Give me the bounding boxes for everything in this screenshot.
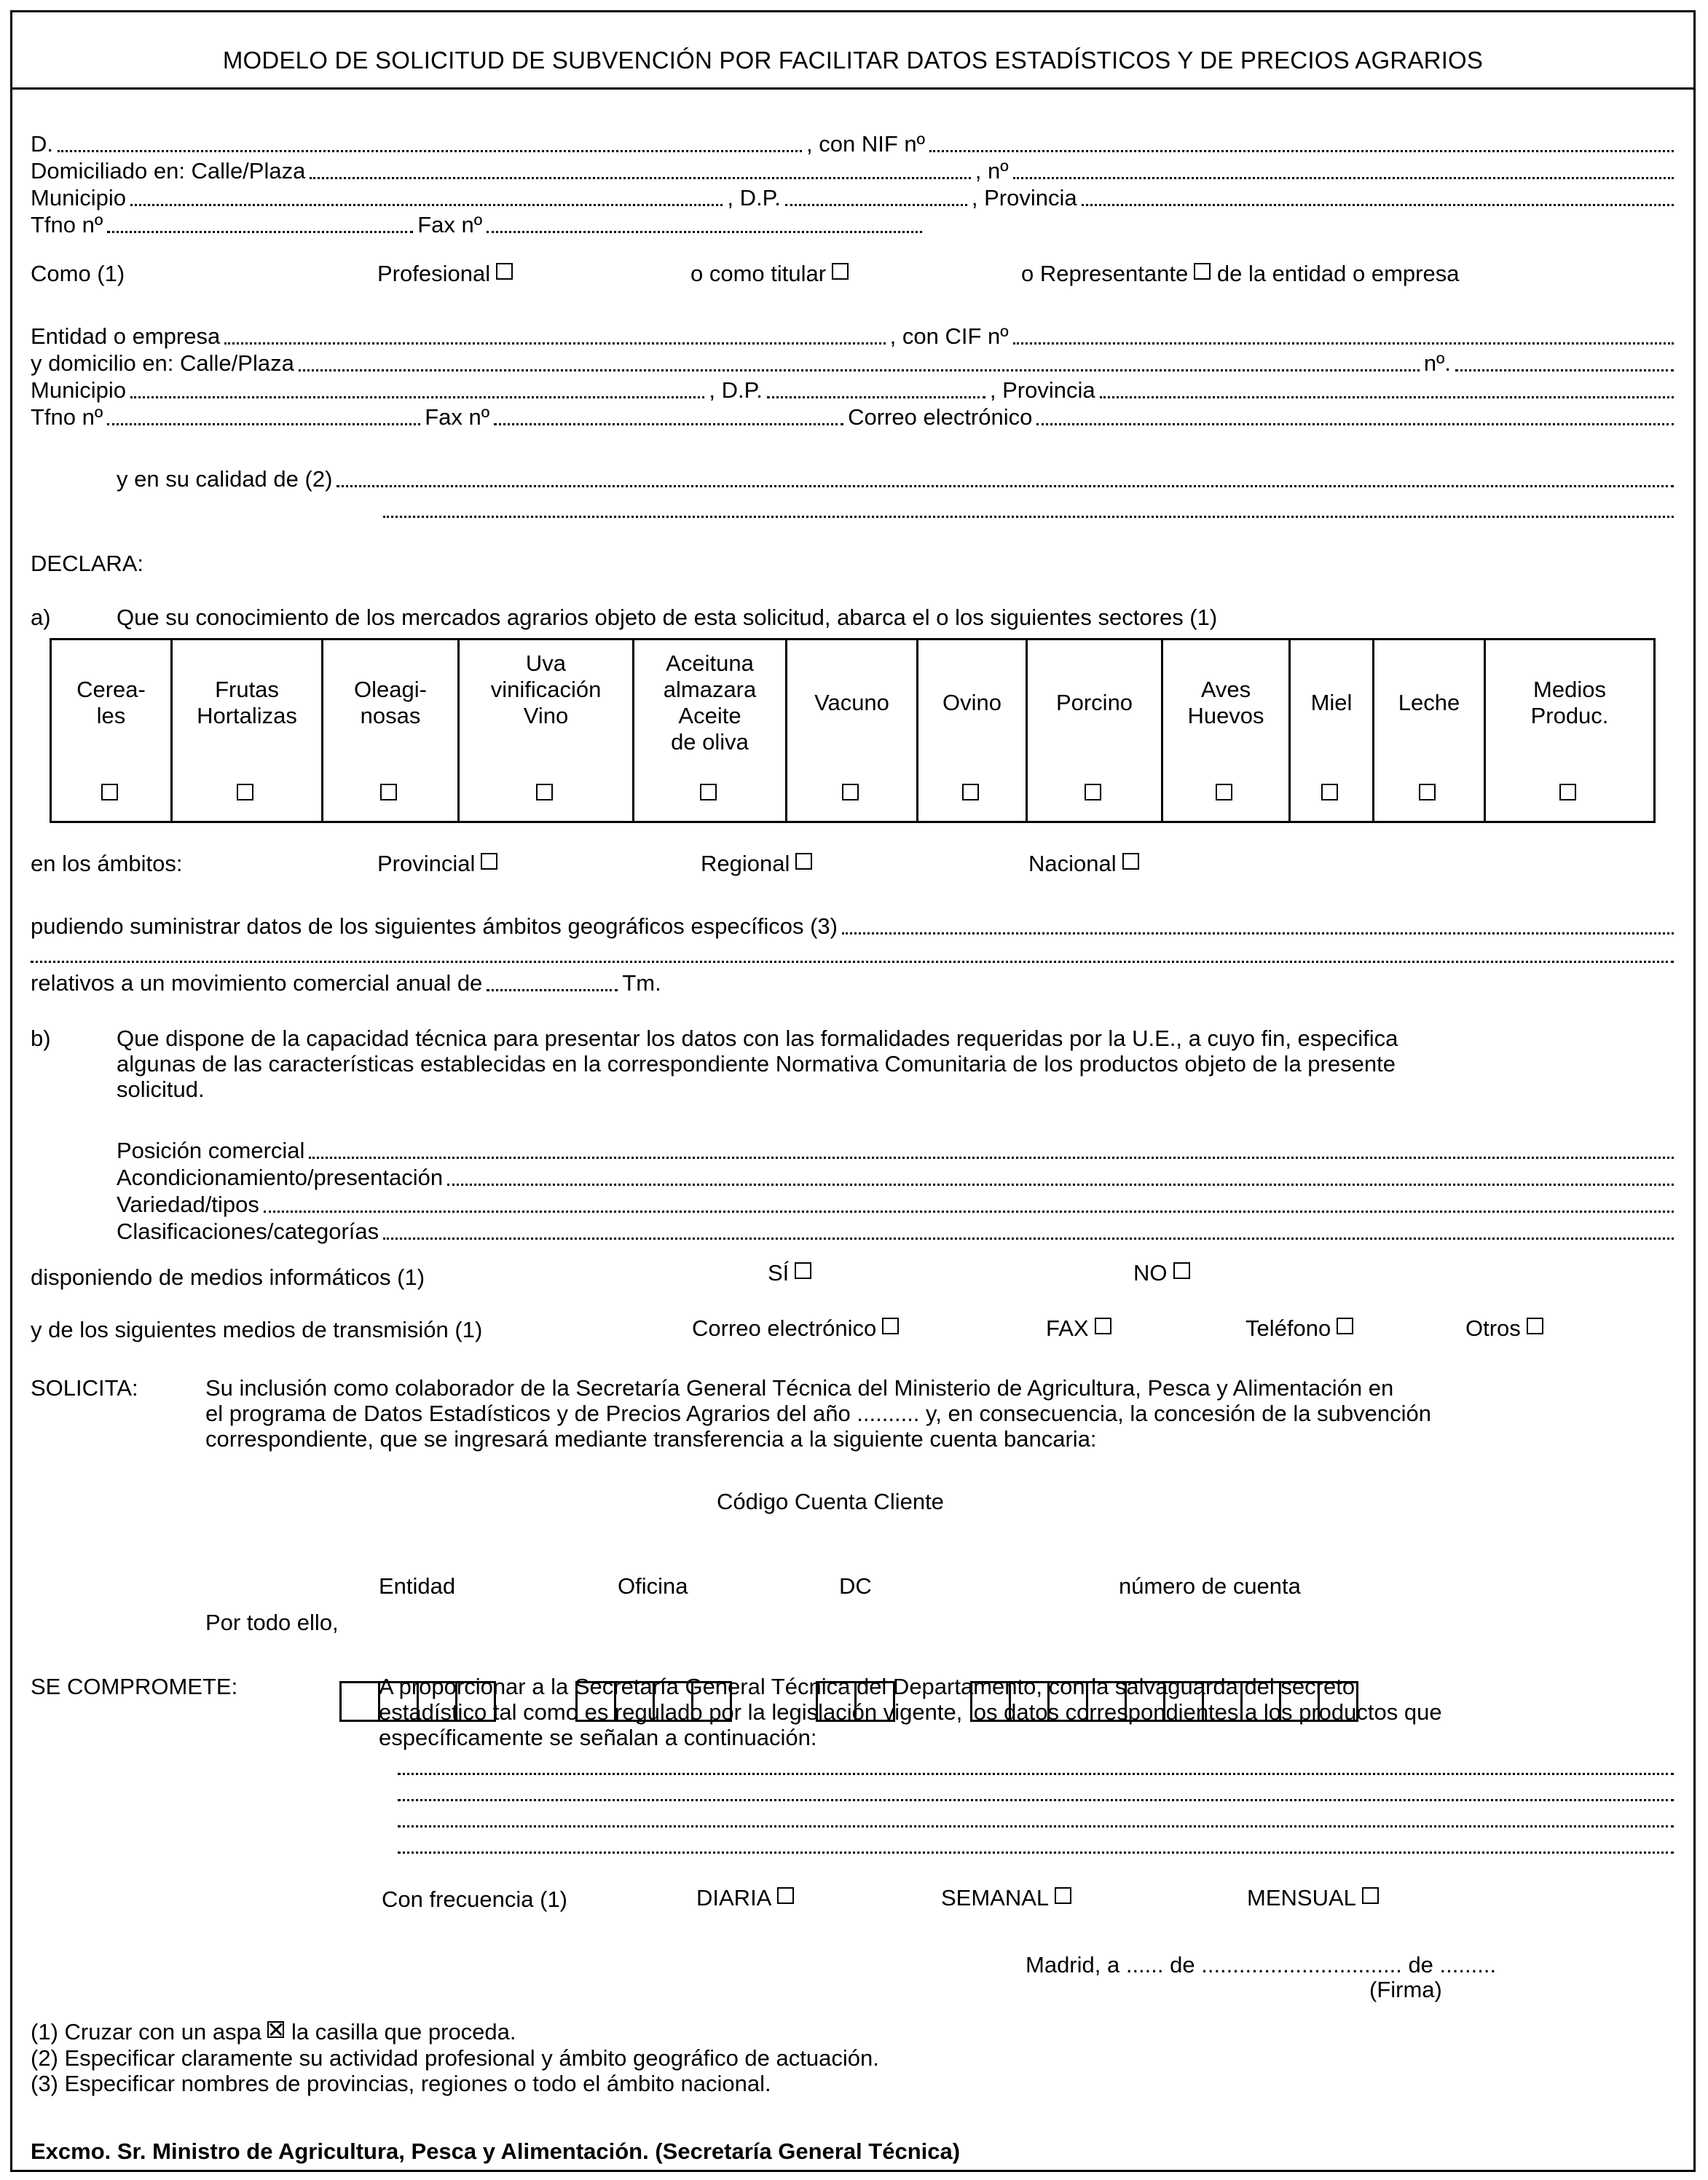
sector-cell — [1485, 640, 1655, 822]
checkbox-telefono[interactable] — [1337, 1318, 1353, 1334]
sector-label-line: de oliva — [671, 729, 749, 755]
sector-label-line: Medios — [1533, 677, 1606, 702]
solicita-line2: el programa de Datos Estadísticos y de Precios Agrarios del año .......... y, en consecuencia, la concesión de la subvención — [205, 1401, 1431, 1426]
field-tfno[interactable] — [107, 231, 413, 233]
option-no — [1133, 1260, 1190, 1286]
row-name — [31, 131, 1678, 157]
field-entity-tfno[interactable] — [107, 423, 420, 425]
sector-checkbox[interactable] — [700, 784, 717, 800]
section-a-letter: a) — [31, 605, 51, 630]
option-provincial — [377, 851, 497, 877]
sector-label-line: Ovino — [942, 690, 1001, 715]
label-movimiento: relativos a un movimiento comercial anual de — [31, 970, 483, 996]
fecha-lugar[interactable]: Madrid, a ...... de ................................ de ......... — [1026, 1952, 1497, 1978]
por-todo-ello: Por todo ello, — [205, 1610, 339, 1635]
option-semanal — [941, 1885, 1071, 1911]
section-b-line2: algunas de las características establecidas en la correspondiente Normativa Comunitaria de los productos objeto de la presente — [117, 1051, 1396, 1077]
row-geo-2 — [31, 942, 1678, 968]
row-productos-1 — [398, 1754, 1678, 1780]
field-entity-provincia[interactable] — [1100, 396, 1674, 398]
sector-label-line: Vino — [523, 703, 569, 728]
sector-label — [634, 650, 785, 755]
option-si — [768, 1260, 811, 1286]
sector-label-line: Aceite — [678, 703, 741, 728]
frecuencia-label: Con frecuencia (1) — [382, 1886, 568, 1912]
field-acond[interactable] — [447, 1184, 1674, 1186]
label-si: SÍ — [768, 1260, 790, 1286]
label-regional: Regional — [701, 851, 790, 876]
sector-label-line: Frutas — [215, 677, 279, 702]
checkbox-fax[interactable] — [1095, 1318, 1111, 1334]
checkbox-representante[interactable] — [1194, 263, 1211, 280]
field-dp[interactable] — [785, 204, 967, 206]
checkbox-no[interactable] — [1173, 1262, 1190, 1279]
label-fax: Fax nº — [417, 212, 483, 237]
label-entity-numero: nº. — [1423, 350, 1451, 376]
field-entity-email[interactable] — [1036, 423, 1674, 425]
sector-cell — [1290, 640, 1374, 822]
checkbox-titular[interactable] — [832, 263, 849, 280]
option-regional — [701, 851, 812, 877]
label-entidad-suffix: de la entidad o empresa — [1216, 261, 1460, 286]
label-dp: , D.P. — [727, 185, 781, 210]
checkbox-provincial[interactable] — [481, 853, 497, 870]
sector-label-line: Uva — [525, 650, 567, 676]
checkbox-profesional[interactable] — [496, 263, 513, 280]
label-acond: Acondicionamiento/presentación — [117, 1165, 444, 1190]
field-entity-dp[interactable] — [767, 396, 985, 398]
field-entity-fax[interactable] — [494, 423, 843, 425]
section-b-line1: Que dispone de la capacidad técnica para presentar los datos con las formalidades requeridas por la U.E., a cuyo fin, especifica — [117, 1026, 1398, 1051]
label-no: NO — [1133, 1260, 1168, 1286]
solicita-label: SOLICITA: — [31, 1375, 138, 1401]
option-otros — [1465, 1315, 1543, 1342]
label-d: D. — [31, 131, 53, 157]
sector-checkbox[interactable] — [1216, 784, 1232, 800]
sector-checkbox[interactable] — [1085, 784, 1101, 800]
label-nif: , con NIF nº — [806, 131, 925, 157]
sector-checkbox[interactable] — [1559, 784, 1576, 800]
solicita-line3: correspondiente, que se ingresará mediante transferencia a la siguiente cuenta bancaria: — [205, 1426, 1097, 1452]
checkbox-diaria[interactable] — [777, 1887, 794, 1904]
note-1-pre: (1) Cruzar con un aspa — [31, 2019, 262, 2045]
label-entity-fax: Fax nº — [425, 404, 490, 430]
sector-checkbox[interactable] — [380, 784, 397, 800]
field-provincia[interactable] — [1082, 204, 1674, 206]
label-telefono: Teléfono — [1245, 1315, 1331, 1341]
label-diaria: DIARIA — [696, 1885, 772, 1911]
sector-label — [1486, 677, 1653, 729]
note-1-post: la casilla que proceda. — [291, 2019, 516, 2045]
label-entity-provincia: , Provincia — [989, 377, 1095, 403]
sector-cell — [1027, 640, 1162, 822]
field-productos-2[interactable] — [398, 1799, 1674, 1801]
sector-label-line: Porcino — [1055, 690, 1133, 715]
sector-label — [918, 690, 1026, 716]
sector-table — [50, 638, 1656, 823]
option-representante — [1021, 261, 1459, 287]
row-municipio — [31, 185, 1678, 211]
compromete-line2: estadístico tal como es regulado por la legislación vigente, los datos correspondientes a los productos que — [379, 1699, 1442, 1725]
checkbox-otros[interactable] — [1527, 1318, 1543, 1334]
title-rule — [10, 87, 1696, 90]
field-calidad[interactable] — [337, 485, 1674, 487]
form-title: MODELO DE SOLICITUD DE SUBVENCIÓN POR FACILITAR DATOS ESTADÍSTICOS Y DE PRECIOS AGRARIOS — [222, 47, 1484, 74]
option-telefono — [1245, 1315, 1353, 1342]
option-mensual — [1247, 1885, 1379, 1911]
label-titular: o como titular — [690, 261, 827, 286]
label-variedad: Variedad/tipos — [117, 1192, 259, 1217]
checkbox-correo[interactable] — [882, 1318, 899, 1334]
sector-cell — [918, 640, 1027, 822]
field-variedad[interactable] — [264, 1211, 1674, 1213]
field-name[interactable] — [58, 150, 802, 152]
label-numero: , nº — [975, 158, 1009, 184]
sector-cell — [459, 640, 634, 822]
checkbox-si[interactable] — [795, 1262, 811, 1279]
field-calidad-continued[interactable] — [383, 516, 1674, 518]
field-numero[interactable] — [1013, 177, 1674, 179]
sector-label-line: Miel — [1310, 690, 1353, 715]
note-2: (2) Especificar claramente su actividad profesional y ámbito geográfico de actuación. — [31, 2045, 879, 2071]
sector-label — [1163, 677, 1288, 729]
row-geo — [31, 913, 1678, 940]
row-entity-domicilio — [31, 350, 1678, 377]
sector-checkbox[interactable] — [237, 784, 253, 800]
checkbox-nacional[interactable] — [1122, 853, 1139, 870]
sector-label — [52, 677, 170, 729]
crossed-checkbox-icon — [267, 2021, 284, 2038]
field-productos-4[interactable] — [398, 1852, 1674, 1854]
sector-cell — [323, 640, 459, 822]
field-entity-calle[interactable] — [299, 369, 1420, 371]
sector-label-line: Leche — [1398, 690, 1460, 715]
label-municipio: Municipio — [31, 185, 126, 210]
field-geo-continued[interactable] — [31, 961, 1674, 963]
compromete-label: SE COMPROMETE: — [31, 1674, 238, 1699]
label-semanal: SEMANAL — [941, 1885, 1050, 1911]
row-acond — [117, 1165, 1678, 1191]
como-label: Como (1) — [31, 261, 125, 286]
label-fax-option: FAX — [1046, 1315, 1089, 1341]
label-entity-domicilio: y domicilio en: Calle/Plaza — [31, 350, 294, 376]
sector-label-line: Vacuno — [814, 690, 889, 715]
sector-label — [173, 677, 321, 729]
sector-label-line: Cerea- — [76, 677, 146, 702]
row-productos-3 — [398, 1806, 1678, 1833]
medios-label: disponiendo de medios informáticos (1) — [31, 1264, 425, 1290]
option-correo — [692, 1315, 899, 1342]
field-fax[interactable] — [487, 231, 922, 233]
sector-cell — [172, 640, 323, 822]
field-posicion[interactable] — [309, 1157, 1674, 1159]
label-entity-dp: , D.P. — [709, 377, 763, 403]
option-nacional — [1028, 851, 1139, 877]
ccc-title: Código Cuenta Cliente — [717, 1489, 944, 1514]
field-municipio[interactable] — [130, 204, 723, 206]
label-geo: pudiendo suministrar datos de los siguientes ámbitos geográficos específicos (3) — [31, 913, 838, 939]
row-posicion — [117, 1138, 1678, 1164]
row-variedad — [117, 1192, 1678, 1218]
sector-label-line: les — [96, 703, 126, 728]
note-1 — [31, 2019, 516, 2045]
sector-checkbox[interactable] — [536, 784, 553, 800]
field-productos-3[interactable] — [398, 1825, 1674, 1827]
row-entidad — [31, 323, 1678, 350]
row-productos-2 — [398, 1780, 1678, 1806]
label-nacional: Nacional — [1028, 851, 1117, 876]
sector-checkbox[interactable] — [1321, 784, 1338, 800]
label-clasif: Clasificaciones/categorías — [117, 1219, 379, 1244]
sector-checkbox[interactable] — [1419, 784, 1436, 800]
sector-label-line: vinificación — [490, 677, 602, 702]
checkbox-semanal[interactable] — [1055, 1887, 1071, 1904]
ccc-cell[interactable] — [339, 1681, 380, 1722]
option-fax — [1046, 1315, 1111, 1342]
field-calle[interactable] — [310, 177, 970, 179]
row-entity-municipio — [31, 377, 1678, 404]
row-calidad-2 — [379, 497, 1678, 523]
row-entity-tfno — [31, 404, 1678, 430]
label-representante: o Representante — [1021, 261, 1189, 286]
field-productos-1[interactable] — [398, 1773, 1674, 1775]
transmision-label: y de los siguientes medios de transmisión (1) — [31, 1317, 483, 1342]
sector-label — [787, 690, 916, 716]
field-entity-numero[interactable] — [1455, 369, 1674, 371]
label-cif: , con CIF nº — [889, 323, 1009, 349]
ccc-label-oficina: Oficina — [618, 1573, 688, 1599]
label-mensual: MENSUAL — [1247, 1885, 1356, 1911]
label-entidad: Entidad o empresa — [31, 323, 221, 349]
label-domicilio: Domiciliado en: Calle/Plaza — [31, 158, 306, 184]
sector-label-line: almazara — [663, 677, 757, 702]
sector-row — [51, 640, 1655, 822]
sector-label-line: Aceituna — [666, 650, 754, 676]
label-entity-tfno: Tfno nº — [31, 404, 103, 430]
field-cif[interactable] — [1013, 342, 1674, 345]
label-entity-email: Correo electrónico — [848, 404, 1033, 430]
sector-checkbox[interactable] — [101, 784, 118, 800]
compromete-line1: A proporcionar a la Secretaría General Técnica del Departamento, con la salvaguarda del secreto — [379, 1674, 1355, 1699]
sector-cell — [1374, 640, 1485, 822]
compromete-line3: específicamente se señalan a continuación: — [379, 1725, 817, 1750]
checkbox-mensual[interactable] — [1362, 1887, 1379, 1904]
option-profesional — [377, 261, 513, 287]
sector-label-line: Hortalizas — [197, 703, 297, 728]
label-provincia: , Provincia — [971, 185, 1077, 210]
option-diaria — [696, 1885, 794, 1911]
row-calidad — [117, 466, 1678, 492]
sector-cell — [634, 640, 787, 822]
sector-cell — [787, 640, 918, 822]
sector-label — [1028, 690, 1161, 716]
label-posicion: Posición comercial — [117, 1138, 305, 1163]
sector-label — [460, 650, 632, 729]
addressee: Excmo. Sr. Ministro de Agricultura, Pesca y Alimentación. (Secretaría General Técnica) — [31, 2138, 961, 2164]
label-tm: Tm. — [622, 970, 661, 996]
row-domicilio — [31, 158, 1678, 184]
firma-label: (Firma) — [1369, 1977, 1442, 2002]
field-geo[interactable] — [842, 932, 1674, 934]
sector-label-line: Produc. — [1530, 703, 1609, 728]
field-entidad[interactable] — [224, 342, 885, 345]
sector-label-line: nosas — [360, 703, 421, 728]
label-provincial: Provincial — [377, 851, 476, 876]
field-movimiento[interactable] — [487, 989, 618, 991]
sector-label — [1374, 690, 1484, 716]
ccc-label-entidad: Entidad — [379, 1573, 456, 1599]
label-entity-municipio: Municipio — [31, 377, 126, 403]
sector-label-line: Oleagi- — [354, 677, 427, 702]
section-a-text: Que su conocimiento de los mercados agrarios objeto de esta solicitud, abarca el o los siguientes sectores (1) — [117, 605, 1218, 630]
field-entity-municipio[interactable] — [130, 396, 704, 398]
label-tfno: Tfno nº — [31, 212, 103, 237]
solicita-line1: Su inclusión como colaborador de la Secretaría General Técnica del Ministerio de Agricultura, Pesca y Alimentación en — [205, 1375, 1394, 1401]
row-clasif — [117, 1219, 1678, 1245]
checkbox-regional[interactable] — [795, 853, 812, 870]
ambitos-label: en los ámbitos: — [31, 851, 183, 876]
field-clasif[interactable] — [383, 1237, 1674, 1240]
note-3: (3) Especificar nombres de provincias, regiones o todo el ámbito nacional. — [31, 2071, 771, 2096]
option-titular — [690, 261, 849, 287]
label-calidad: y en su calidad de (2) — [117, 466, 333, 492]
sector-label-line: Aves — [1200, 677, 1251, 702]
label-correo: Correo electrónico — [692, 1315, 877, 1341]
sector-checkbox[interactable] — [962, 784, 979, 800]
row-tfno — [31, 212, 926, 238]
sector-cell — [1162, 640, 1290, 822]
row-movimiento — [31, 970, 905, 996]
ccc-label-cuenta: número de cuenta — [1119, 1573, 1301, 1599]
row-productos-4 — [398, 1833, 1678, 1859]
label-profesional: Profesional — [377, 261, 491, 286]
sector-checkbox[interactable] — [842, 784, 859, 800]
sector-cell — [51, 640, 172, 822]
field-nif[interactable] — [929, 150, 1674, 152]
sector-label — [1291, 690, 1372, 716]
section-b-letter: b) — [31, 1026, 51, 1051]
label-otros: Otros — [1465, 1315, 1521, 1341]
ccc-label-dc: DC — [839, 1573, 872, 1599]
declara-heading: DECLARA: — [31, 551, 144, 576]
sector-label — [323, 677, 457, 729]
section-b-line3: solicitud. — [117, 1077, 205, 1102]
sector-label-line: Huevos — [1187, 703, 1264, 728]
